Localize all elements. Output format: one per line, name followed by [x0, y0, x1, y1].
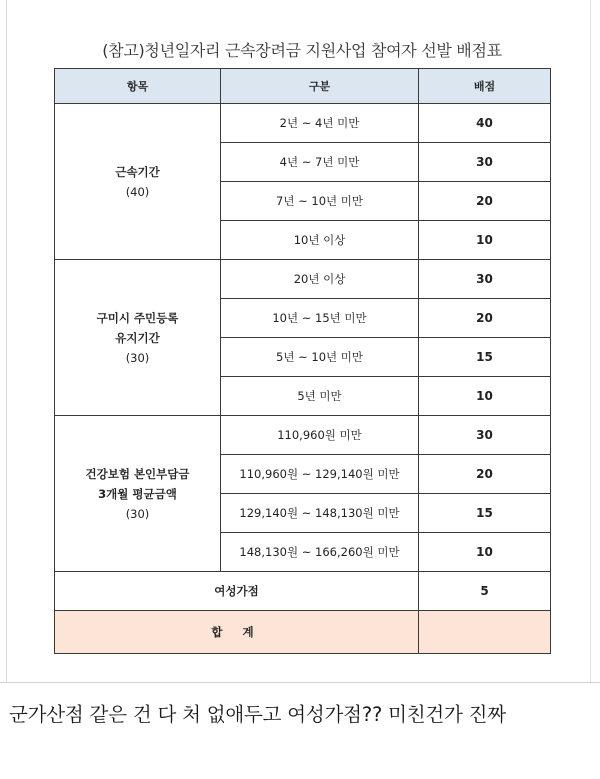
bonus-label: 여성가점	[55, 572, 419, 611]
points-cell: 40	[419, 104, 551, 143]
category-cell	[55, 104, 221, 260]
points-cell: 10	[419, 377, 551, 416]
table-row	[55, 260, 551, 299]
criteria-cell: 110,960원 ~ 129,140원 미만	[221, 455, 419, 494]
header-category: 항목	[55, 69, 221, 104]
points-cell: 30	[419, 143, 551, 182]
criteria-cell: 4년 ~ 7년 미만	[221, 143, 419, 182]
category-cell	[55, 416, 221, 572]
criteria-cell: 10년 이상	[221, 221, 419, 260]
post-comment: 군가산점 같은 건 다 처 없애두고 여성가점?? 미친건가 진짜	[9, 703, 506, 726]
header-criteria: 구분	[221, 69, 419, 104]
criteria-cell: 5년 미만	[221, 377, 419, 416]
header-points: 배점	[419, 69, 551, 104]
category-max-points: (30)	[125, 350, 150, 365]
page-edge-right	[590, 0, 591, 682]
bonus-points: 5	[419, 572, 551, 611]
page-edge-left	[6, 0, 7, 682]
points-cell: 30	[419, 416, 551, 455]
criteria-cell: 2년 ~ 4년 미만	[221, 104, 419, 143]
criteria-cell: 5년 ~ 10년 미만	[221, 338, 419, 377]
table-header-row	[55, 69, 551, 104]
points-cell: 10	[419, 221, 551, 260]
category-max-points: (30)	[125, 506, 150, 521]
criteria-cell: 110,960원 미만	[221, 416, 419, 455]
category-name: 근속기간	[115, 164, 160, 179]
points-cell: 20	[419, 182, 551, 221]
category-name-line2: 유지기간	[115, 330, 160, 345]
category-name: 건강보험 본인부담금	[85, 466, 190, 481]
category-name-line2: 3개월 평균금액	[98, 486, 177, 501]
points-cell: 15	[419, 494, 551, 533]
points-cell: 20	[419, 299, 551, 338]
table-row	[55, 416, 551, 455]
points-cell: 10	[419, 533, 551, 572]
score-table	[54, 68, 551, 654]
points-cell: 15	[419, 338, 551, 377]
points-cell: 20	[419, 455, 551, 494]
category-cell	[55, 260, 221, 416]
document-title: (참고)청년일자리 근속장려금 지원사업 참여자 선발 배점표	[102, 41, 502, 60]
category-max-points: (40)	[125, 184, 150, 199]
total-row	[55, 611, 551, 654]
points-cell: 30	[419, 260, 551, 299]
table-row	[55, 104, 551, 143]
criteria-cell: 10년 ~ 15년 미만	[221, 299, 419, 338]
divider	[0, 682, 600, 683]
bonus-row	[55, 572, 551, 611]
criteria-cell: 148,130원 ~ 166,260원 미만	[221, 533, 419, 572]
category-name: 구미시 주민등록	[96, 310, 179, 325]
total-label: 합 계	[55, 611, 419, 654]
criteria-cell: 20년 이상	[221, 260, 419, 299]
criteria-cell: 7년 ~ 10년 미만	[221, 182, 419, 221]
criteria-cell: 129,140원 ~ 148,130원 미만	[221, 494, 419, 533]
total-points	[419, 611, 551, 654]
